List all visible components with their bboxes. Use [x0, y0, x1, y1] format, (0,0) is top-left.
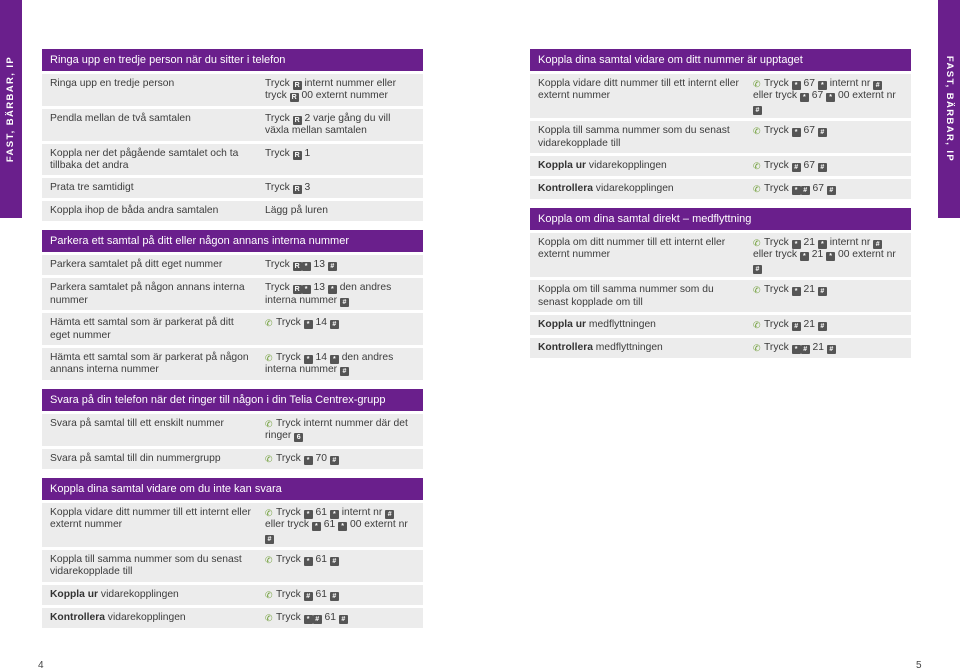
instruction-row	[42, 414, 423, 446]
instruction-description	[538, 183, 753, 196]
description-text: Prata tre samtidigt	[50, 182, 134, 194]
action-text: Tryck	[764, 78, 792, 89]
key-icon: *	[792, 287, 801, 296]
instruction-action	[265, 589, 415, 602]
action-text: Tryck	[265, 78, 293, 89]
instruction-action	[265, 317, 415, 342]
instruction-row	[42, 144, 423, 176]
description-text: Hämta ett samtal som är parkerat på ditt eget nummer	[50, 317, 234, 341]
key-icon: *	[792, 345, 801, 354]
action-text: den andres interna nummer	[265, 282, 392, 306]
key-icon: *	[330, 510, 339, 519]
description-text: Koppla till samma nummer som du senast vidarekopplade till	[538, 125, 730, 149]
key-icon: #	[330, 557, 339, 566]
key-icon: #	[385, 510, 394, 519]
phone-icon: ✆	[753, 238, 761, 249]
section	[530, 208, 911, 358]
instruction-action	[265, 507, 415, 544]
action-text: 1	[301, 147, 311, 159]
instruction-action	[265, 205, 415, 218]
key-icon: R	[294, 82, 300, 89]
instruction-row	[530, 315, 911, 335]
left-column	[42, 49, 423, 631]
key-icon: #	[827, 186, 836, 195]
instruction-row	[530, 179, 911, 199]
instruction-action	[265, 418, 415, 443]
key-icon: *	[312, 522, 321, 531]
action-text: Tryck	[265, 259, 293, 271]
action-text: Tryck	[276, 553, 304, 565]
key-icon: #	[818, 128, 827, 137]
key-icon: #	[801, 186, 810, 195]
instruction-action	[753, 237, 903, 274]
key-icon: *	[818, 81, 827, 90]
action-text: 67	[800, 125, 818, 137]
section	[42, 49, 423, 221]
section-heading: Koppla dina samtal vidare om ditt nummer är upptaget	[530, 49, 911, 71]
description-text: vidarekopplingen	[592, 183, 674, 195]
instruction-description	[50, 418, 265, 443]
page-number-left: 4	[38, 660, 44, 670]
action-text: Tryck	[276, 452, 304, 464]
description-text: Koppla ihop de båda andra samtalen	[50, 205, 219, 217]
key-icon: #	[753, 265, 762, 274]
action-text: 00 externt nummer	[298, 90, 388, 102]
action-text: Tryck	[764, 342, 792, 354]
description-emphasis: Koppla ur	[50, 588, 99, 600]
action-text: Tryck	[764, 183, 792, 195]
instruction-row	[530, 280, 911, 312]
key-icon: #	[792, 322, 801, 331]
key-icon: *	[304, 355, 313, 364]
phone-icon: ✆	[265, 318, 273, 329]
key-icon: R	[294, 186, 300, 194]
instruction-row	[42, 109, 423, 141]
instruction-action	[265, 148, 415, 173]
instruction-action	[753, 183, 903, 196]
description-text: medflyttningen	[586, 319, 656, 331]
section	[42, 478, 423, 628]
key-icon: *	[330, 355, 339, 364]
description-text: Hämta ett samtal som är parkerat på någon annans interna nummer	[50, 352, 249, 376]
action-text: eller tryck	[265, 519, 312, 531]
section	[42, 230, 423, 379]
section-heading: Ringa upp en tredje person när du sitter i telefon	[42, 49, 423, 71]
phone-icon: ✆	[265, 507, 273, 518]
key-icon: *	[826, 93, 835, 102]
key-icon: *	[304, 320, 313, 329]
phone-icon: ✆	[753, 126, 761, 137]
right-column	[530, 49, 911, 361]
action-text: 21	[809, 342, 827, 354]
action-text: 67	[809, 183, 827, 195]
key-icon: #	[313, 615, 322, 624]
key-icon: *	[800, 93, 809, 102]
action-text: 21	[800, 284, 818, 296]
key-icon: R	[294, 151, 300, 159]
instruction-description	[50, 205, 265, 218]
section-heading: Koppla dina samtal vidare om du inte kan svara	[42, 478, 423, 500]
instruction-description	[538, 125, 753, 150]
phone-icon: ✆	[265, 589, 273, 600]
description-text: vidarekopplingen	[98, 588, 179, 600]
instruction-action	[753, 342, 903, 355]
instruction-action	[265, 612, 415, 625]
key-icon: *	[792, 240, 801, 249]
key-icon: *	[826, 252, 835, 261]
key-icon: #	[265, 535, 274, 544]
instruction-row	[42, 550, 423, 582]
action-text: Tryck internt nummer där det ringer	[265, 417, 408, 442]
action-text: internt nr	[338, 506, 386, 518]
key-icon: #	[339, 615, 348, 624]
key-icon: *	[792, 186, 801, 195]
action-text: 61	[312, 588, 330, 600]
key-icon: *	[304, 615, 313, 624]
key-icon: *	[302, 262, 311, 271]
instruction-row	[42, 201, 423, 221]
key-icon: #	[827, 345, 836, 354]
instruction-row	[42, 313, 423, 345]
key-icon: #	[304, 592, 313, 601]
action-text: Tryck	[276, 611, 304, 623]
key-icon: *	[304, 456, 313, 465]
instruction-row	[42, 255, 423, 275]
description-text: Svara på samtal till din nummergrupp	[50, 452, 221, 464]
key-icon: #	[818, 163, 827, 172]
key-icon: R	[291, 94, 297, 102]
side-tab-label: FAST, BÄRBAR, IP	[4, 55, 16, 163]
page-number-right: 5	[916, 660, 922, 670]
instruction-row	[42, 585, 423, 605]
key-icon: *	[818, 240, 827, 249]
instruction-description	[50, 507, 265, 544]
key-icon: *	[792, 81, 801, 90]
key-icon: *	[304, 557, 313, 566]
key-icon: #	[818, 287, 827, 296]
key-icon: 6	[294, 433, 303, 442]
key-icon: R	[294, 286, 300, 294]
side-tab-left	[0, 0, 22, 218]
action-text: Tryck	[764, 160, 792, 172]
action-text: 00 externt nr	[835, 90, 896, 102]
key-icon: #	[340, 367, 349, 376]
action-text: Tryck	[764, 284, 792, 296]
instruction-description	[538, 319, 753, 332]
key-icon: *	[800, 252, 809, 261]
instruction-row	[530, 233, 911, 277]
phone-icon: ✆	[753, 285, 761, 296]
description-text: Svara på samtal till ett enskilt nummer	[50, 417, 224, 429]
section-heading: Koppla om dina samtal direkt – medflyttning	[530, 208, 911, 230]
instruction-row	[530, 74, 911, 118]
action-text: Tryck	[265, 112, 293, 124]
action-text: Lägg på luren	[265, 205, 328, 217]
action-text: 21	[808, 249, 827, 261]
key-icon: R	[294, 263, 300, 271]
phone-icon: ✆	[265, 418, 273, 429]
action-text: 70	[312, 452, 330, 464]
description-emphasis: Koppla ur	[538, 160, 587, 172]
instruction-description	[50, 113, 265, 138]
side-tab-label: FAST, BÄRBAR, IP	[944, 55, 956, 163]
side-tab-right	[938, 0, 960, 218]
phone-icon: ✆	[265, 453, 273, 464]
instruction-description	[50, 78, 265, 103]
action-text: 21	[800, 237, 818, 249]
instruction-action	[753, 160, 903, 173]
key-icon: #	[340, 298, 349, 307]
key-icon: #	[330, 456, 339, 465]
description-text: Koppla om ditt nummer till ett internt eller externt nummer	[538, 237, 726, 261]
instruction-description	[50, 182, 265, 195]
action-text: Tryck	[276, 352, 304, 364]
action-text: 67	[808, 90, 827, 102]
action-text: 61	[312, 506, 330, 518]
action-text: Tryck	[764, 237, 792, 249]
phone-icon: ✆	[753, 79, 761, 89]
phone-icon: ✆	[265, 554, 273, 565]
description-text: Parkera samtalet på ditt eget nummer	[50, 259, 223, 271]
key-icon: #	[330, 320, 339, 329]
action-text: 61	[321, 611, 339, 623]
description-emphasis: Kontrollera	[538, 183, 593, 195]
key-icon: #	[792, 163, 801, 172]
action-text: Tryck	[276, 588, 304, 600]
instruction-action	[265, 259, 415, 272]
key-icon: #	[818, 322, 827, 331]
action-text: 3	[301, 182, 311, 194]
description-text: vidarekopplingen	[586, 160, 667, 172]
section	[530, 49, 911, 199]
key-icon: *	[304, 510, 313, 519]
phone-icon: ✆	[753, 184, 761, 195]
action-text: Tryck	[764, 319, 792, 331]
action-text: internt nr	[826, 237, 874, 249]
action-text: eller tryck	[753, 90, 800, 102]
key-icon: *	[792, 128, 801, 137]
key-icon: #	[873, 240, 882, 249]
description-text: Koppla vidare ditt nummer till ett internt eller externt nummer	[538, 78, 739, 102]
phone-icon: ✆	[265, 612, 273, 623]
instruction-row	[42, 278, 423, 310]
action-text: internt nummer eller tryck	[265, 78, 397, 102]
phone-icon: ✆	[753, 320, 761, 331]
instruction-action	[753, 78, 903, 115]
description-emphasis: Kontrollera	[538, 342, 593, 354]
instruction-action	[265, 453, 415, 466]
action-text: 14	[312, 317, 330, 329]
key-icon: *	[302, 285, 311, 294]
action-text: den andres interna nummer	[265, 352, 394, 376]
action-text: Tryck	[276, 317, 304, 329]
instruction-row	[530, 156, 911, 176]
description-emphasis: Kontrollera	[50, 611, 105, 623]
key-icon: #	[801, 345, 810, 354]
description-text: Pendla mellan de två samtalen	[50, 112, 191, 124]
action-text: 61	[320, 519, 339, 531]
description-text: Parkera samtalet på någon annans interna nummer	[50, 282, 245, 306]
action-text: 61	[312, 553, 330, 565]
instruction-row	[42, 74, 423, 106]
instruction-description	[538, 160, 753, 173]
action-text: 00 externt nr	[347, 519, 408, 531]
instruction-action	[265, 554, 415, 579]
action-text: 2 varje gång du vill växla mellan samtalen	[265, 112, 391, 137]
instruction-row	[42, 503, 423, 547]
action-text: 67	[800, 160, 818, 172]
instruction-description	[50, 612, 265, 625]
instruction-description	[50, 352, 265, 377]
instruction-row	[42, 608, 423, 628]
action-text: 14	[312, 352, 330, 364]
instruction-action	[753, 319, 903, 332]
action-text: Tryck	[265, 147, 293, 159]
phone-icon: ✆	[753, 343, 761, 354]
action-text: internt nr	[826, 78, 874, 89]
key-icon: #	[328, 262, 337, 271]
instruction-description	[50, 554, 265, 579]
action-text: 67	[800, 78, 818, 89]
instruction-action	[265, 78, 415, 103]
instruction-description	[538, 342, 753, 355]
action-text: Tryck	[764, 125, 792, 137]
description-text: Koppla ner det pågående samtalet och ta tillbaka det andra	[50, 147, 239, 172]
key-icon: *	[328, 285, 337, 294]
instruction-action	[265, 182, 415, 195]
instruction-action	[265, 113, 415, 138]
description-text: medflyttningen	[592, 342, 663, 354]
key-icon: R	[294, 116, 300, 124]
instruction-description	[50, 282, 265, 307]
key-icon: #	[873, 81, 882, 90]
instruction-description	[50, 453, 265, 466]
instruction-action	[753, 125, 903, 150]
instruction-description	[50, 317, 265, 342]
instruction-action	[265, 352, 415, 377]
instruction-description	[538, 284, 753, 309]
instruction-row	[42, 449, 423, 469]
action-text: 13	[310, 259, 328, 271]
instruction-row	[42, 348, 423, 380]
section	[42, 389, 423, 469]
description-text: Koppla om till samma nummer som du senast kopplade om till	[538, 284, 714, 308]
action-text: Tryck	[265, 182, 293, 194]
instruction-description	[50, 589, 265, 602]
action-text: Tryck	[276, 506, 304, 518]
action-text: eller tryck	[753, 249, 800, 261]
section-heading: Parkera ett samtal på ditt eller någon annans interna nummer	[42, 230, 423, 252]
instruction-action	[265, 282, 415, 307]
instruction-row	[530, 338, 911, 358]
action-text: 21	[800, 319, 818, 331]
description-text: Koppla till samma nummer som du senast vidarekopplade till	[50, 553, 242, 578]
action-text: 13	[310, 282, 328, 294]
key-icon: *	[338, 522, 347, 531]
key-icon: #	[330, 592, 339, 601]
phone-icon: ✆	[265, 353, 273, 364]
instruction-description	[538, 78, 753, 115]
description-emphasis: Koppla ur	[538, 319, 587, 331]
description-text: Ringa upp en tredje person	[50, 78, 175, 89]
description-text: vidarekopplingen	[104, 611, 186, 623]
instruction-description	[50, 148, 265, 173]
description-text: Koppla vidare ditt nummer till ett internt eller externt nummer	[50, 506, 251, 531]
phone-icon: ✆	[753, 161, 761, 172]
action-text: Tryck	[265, 282, 293, 294]
action-text: 00 externt nr	[835, 249, 896, 261]
instruction-row	[42, 178, 423, 198]
instruction-description	[538, 237, 753, 274]
section-heading: Svara på din telefon när det ringer till någon i din Telia Centrex-grupp	[42, 389, 423, 411]
instruction-row	[530, 121, 911, 153]
instruction-description	[50, 259, 265, 272]
instruction-action	[753, 284, 903, 309]
key-icon: #	[753, 106, 762, 115]
